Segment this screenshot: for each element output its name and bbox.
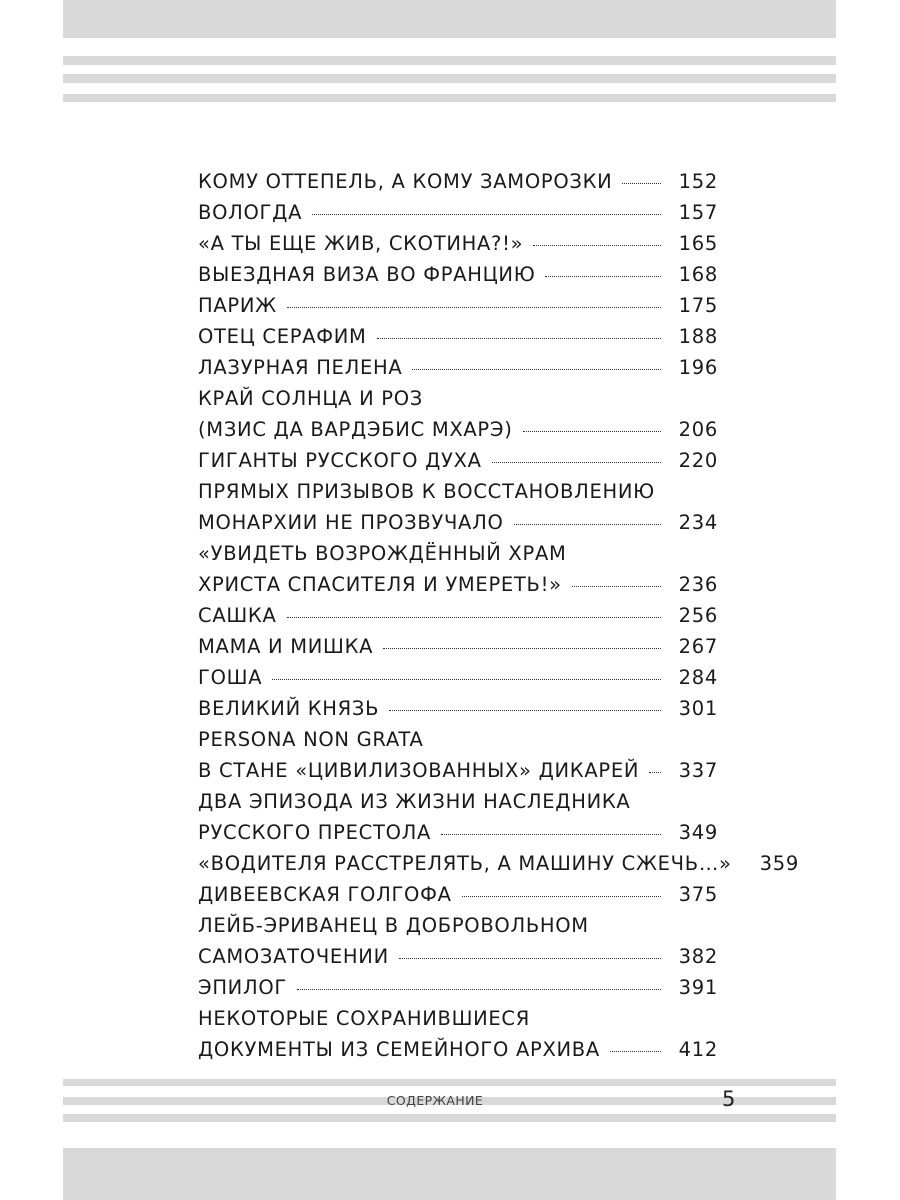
dot-leader: [389, 710, 660, 711]
dot-leader: [383, 648, 661, 649]
toc-entry-line: [198, 817, 718, 848]
toc-entry[interactable]: [198, 910, 718, 972]
toc-entry[interactable]: [198, 693, 718, 724]
toc-entry-line: [198, 693, 718, 724]
dot-leader: [312, 214, 661, 215]
toc-entry-page: 301: [678, 697, 718, 720]
toc-entry-page: 359: [759, 852, 799, 875]
toc-entry-title: (МЗИС ДА ВАРДЭБИС МХАРЭ): [198, 418, 513, 441]
toc-entry[interactable]: [198, 197, 718, 228]
toc-entry-title: ВЫЕЗДНАЯ ВИЗА ВО ФРАНЦИЮ: [198, 263, 536, 286]
toc-entry[interactable]: [198, 786, 718, 848]
toc-entry-title: ПРЯМЫХ ПРИЗЫВОВ К ВОССТАНОВЛЕНИЮ: [198, 480, 655, 503]
toc-entry-title: «А ТЫ ЕЩЕ ЖИВ, СКОТИНА?!»: [198, 232, 524, 255]
toc-entry-page: 349: [678, 821, 718, 844]
toc-entry-line: [198, 569, 718, 600]
toc-entry-page: 165: [678, 232, 718, 255]
footer-stripe-block: [63, 1148, 836, 1200]
toc-entry-line: [198, 507, 718, 538]
toc-entry[interactable]: [198, 879, 718, 910]
header-stripe-3: [63, 94, 836, 102]
toc-entry-line: [198, 1003, 718, 1034]
dot-leader: [462, 896, 661, 897]
toc-entry-page: 267: [678, 635, 718, 658]
toc-entry-title: В СТАНЕ «ЦИВИЛИЗОВАННЫХ» ДИКАРЕЙ: [198, 759, 640, 782]
toc-entry-title: ДИВЕЕВСКАЯ ГОЛГОФА: [198, 883, 452, 906]
toc-entry-line: [198, 166, 718, 197]
toc-entry-title: ЛАЗУРНАЯ ПЕЛЕНА: [198, 356, 403, 379]
toc-entry-title: ЭПИЛОГ: [198, 976, 287, 999]
toc-entry-title: ОТЕЦ СЕРАФИМ: [198, 325, 367, 348]
dot-leader: [572, 586, 661, 587]
toc-entry[interactable]: [198, 290, 718, 321]
toc-entry-page: 220: [678, 449, 718, 472]
toc-entry[interactable]: [198, 848, 799, 879]
toc-entry[interactable]: [198, 724, 718, 786]
toc-entry-title: КОМУ ОТТЕПЕЛЬ, А КОМУ ЗАМОРОЗКИ: [198, 170, 613, 193]
toc-entry-line: [198, 321, 718, 352]
toc-entry-page: 256: [678, 604, 718, 627]
toc-entry-line: [198, 352, 718, 383]
toc-entry-title: САШКА: [198, 604, 277, 627]
toc-entry-page: 234: [678, 511, 718, 534]
toc-entry-title: ВЕЛИКИЙ КНЯЗЬ: [198, 697, 380, 720]
dot-leader: [272, 679, 660, 680]
toc-entry-line: [198, 879, 718, 910]
dot-leader: [412, 369, 660, 370]
toc-entry-line: [198, 941, 718, 972]
toc-entry-line: [198, 445, 718, 476]
dot-leader: [287, 307, 661, 308]
toc-entry-page: 206: [678, 418, 718, 441]
toc-entry-line: [198, 910, 718, 941]
toc-entry-line: [198, 290, 718, 321]
toc-entry-line: [198, 197, 718, 228]
dot-leader: [545, 276, 660, 277]
toc-entry-line: [198, 228, 718, 259]
dot-leader: [399, 958, 661, 959]
toc-entry-title: ДОКУМЕНТЫ ИЗ СЕМЕЙНОГО АРХИВА: [198, 1038, 600, 1061]
toc-entry[interactable]: [198, 321, 718, 352]
toc-entry-line: [198, 1034, 718, 1065]
toc-entry-title: «УВИДЕТЬ ВОЗРОЖДЁННЫЙ ХРАМ: [198, 542, 567, 565]
footer-stripe-1: [63, 1079, 836, 1086]
toc-entry[interactable]: [198, 228, 718, 259]
toc-entry-line: [198, 662, 718, 693]
toc-entry-line: [198, 600, 718, 631]
dot-leader: [533, 245, 660, 246]
header-stripe-1: [63, 56, 836, 65]
dot-leader: [297, 989, 661, 990]
toc-entry-title: ПАРИЖ: [198, 294, 277, 317]
toc-entry-title: МОНАРХИИ НЕ ПРОЗВУЧАЛО: [198, 511, 504, 534]
toc-entry-title: МАМА И МИШКА: [198, 635, 374, 658]
toc-entry-page: 412: [678, 1038, 718, 1061]
dot-leader: [287, 617, 661, 618]
toc-entry-line: [198, 259, 718, 290]
toc-entry-title: САМОЗАТОЧЕНИИ: [198, 945, 389, 968]
toc-entry[interactable]: [198, 662, 718, 693]
toc-entry-title: НЕКОТОРЫЕ СОХРАНИВШИЕСЯ: [198, 1007, 530, 1030]
toc-entry-page: 175: [678, 294, 718, 317]
toc-entry-line: [198, 383, 718, 414]
toc-entry[interactable]: [198, 259, 718, 290]
toc-entry-page: 375: [678, 883, 718, 906]
dot-leader: [649, 772, 661, 773]
toc-entry-page: 152: [678, 170, 718, 193]
dot-leader: [523, 431, 661, 432]
toc-entry[interactable]: [198, 972, 718, 1003]
footer-stripe-3: [63, 1114, 836, 1122]
dot-leader: [492, 462, 661, 463]
running-footer-section: СОДЕРЖАНИЕ: [386, 1093, 484, 1108]
toc-entry-page: 337: [678, 759, 718, 782]
toc-entry-line: [198, 755, 718, 786]
toc-entry[interactable]: [198, 445, 718, 476]
toc-entry-page: 382: [678, 945, 718, 968]
toc-entry-title: ЛЕЙБ-ЭРИВАНЕЦ В ДОБРОВОЛЬНОМ: [198, 914, 589, 937]
toc-entry-page: 168: [678, 263, 718, 286]
toc-entry-line: [198, 476, 718, 507]
toc-entry-page: 236: [678, 573, 718, 596]
dot-leader: [377, 338, 661, 339]
dot-leader: [622, 183, 660, 184]
toc-entry-title: «ВОДИТЕЛЯ РАССТРЕЛЯТЬ, А МАШИНУ СЖЕЧЬ…»: [198, 852, 732, 875]
header-stripe-2: [63, 74, 836, 83]
toc-entry[interactable]: [198, 538, 718, 600]
toc-entry-line: [198, 848, 799, 879]
header-stripe-block: [63, 0, 836, 38]
toc-entry[interactable]: [198, 352, 718, 383]
toc-entry-title: ВОЛОГДА: [198, 201, 303, 224]
toc-entry-line: [198, 538, 718, 569]
toc-entry-title: PERSONA NON GRATA: [198, 728, 424, 751]
toc-entry-title: ГОША: [198, 666, 263, 689]
dot-leader: [610, 1051, 661, 1052]
toc-entry-line: [198, 414, 718, 445]
toc-entry[interactable]: [198, 631, 718, 662]
toc-entry[interactable]: [198, 166, 718, 197]
toc-entry-page: 391: [678, 976, 718, 999]
dot-leader: [514, 524, 661, 525]
toc-entry-title: ДВА ЭПИЗОДА ИЗ ЖИЗНИ НАСЛЕДНИКА: [198, 790, 631, 813]
toc-entry-page: 284: [678, 666, 718, 689]
toc-entry-line: [198, 724, 718, 755]
toc-entry-page: 188: [678, 325, 718, 348]
toc-entry-title: КРАЙ СОЛНЦА И РОЗ: [198, 387, 423, 410]
table-of-contents: [198, 166, 799, 1065]
page-number: 5: [722, 1087, 736, 1111]
toc-entry[interactable]: [198, 600, 718, 631]
toc-entry-title: ГИГАНТЫ РУССКОГО ДУХА: [198, 449, 482, 472]
toc-entry[interactable]: [198, 1003, 718, 1065]
toc-entry-page: 157: [678, 201, 718, 224]
toc-entry-title: РУССКОГО ПРЕСТОЛА: [198, 821, 432, 844]
toc-entry-line: [198, 631, 718, 662]
toc-entry-title: ХРИСТА СПАСИТЕЛЯ И УМЕРЕТЬ!»: [198, 573, 562, 596]
toc-entry[interactable]: [198, 383, 718, 445]
toc-entry-line: [198, 972, 718, 1003]
toc-entry-line: [198, 786, 718, 817]
dot-leader: [441, 834, 661, 835]
toc-entry-page: 196: [678, 356, 718, 379]
toc-entry[interactable]: [198, 476, 718, 538]
